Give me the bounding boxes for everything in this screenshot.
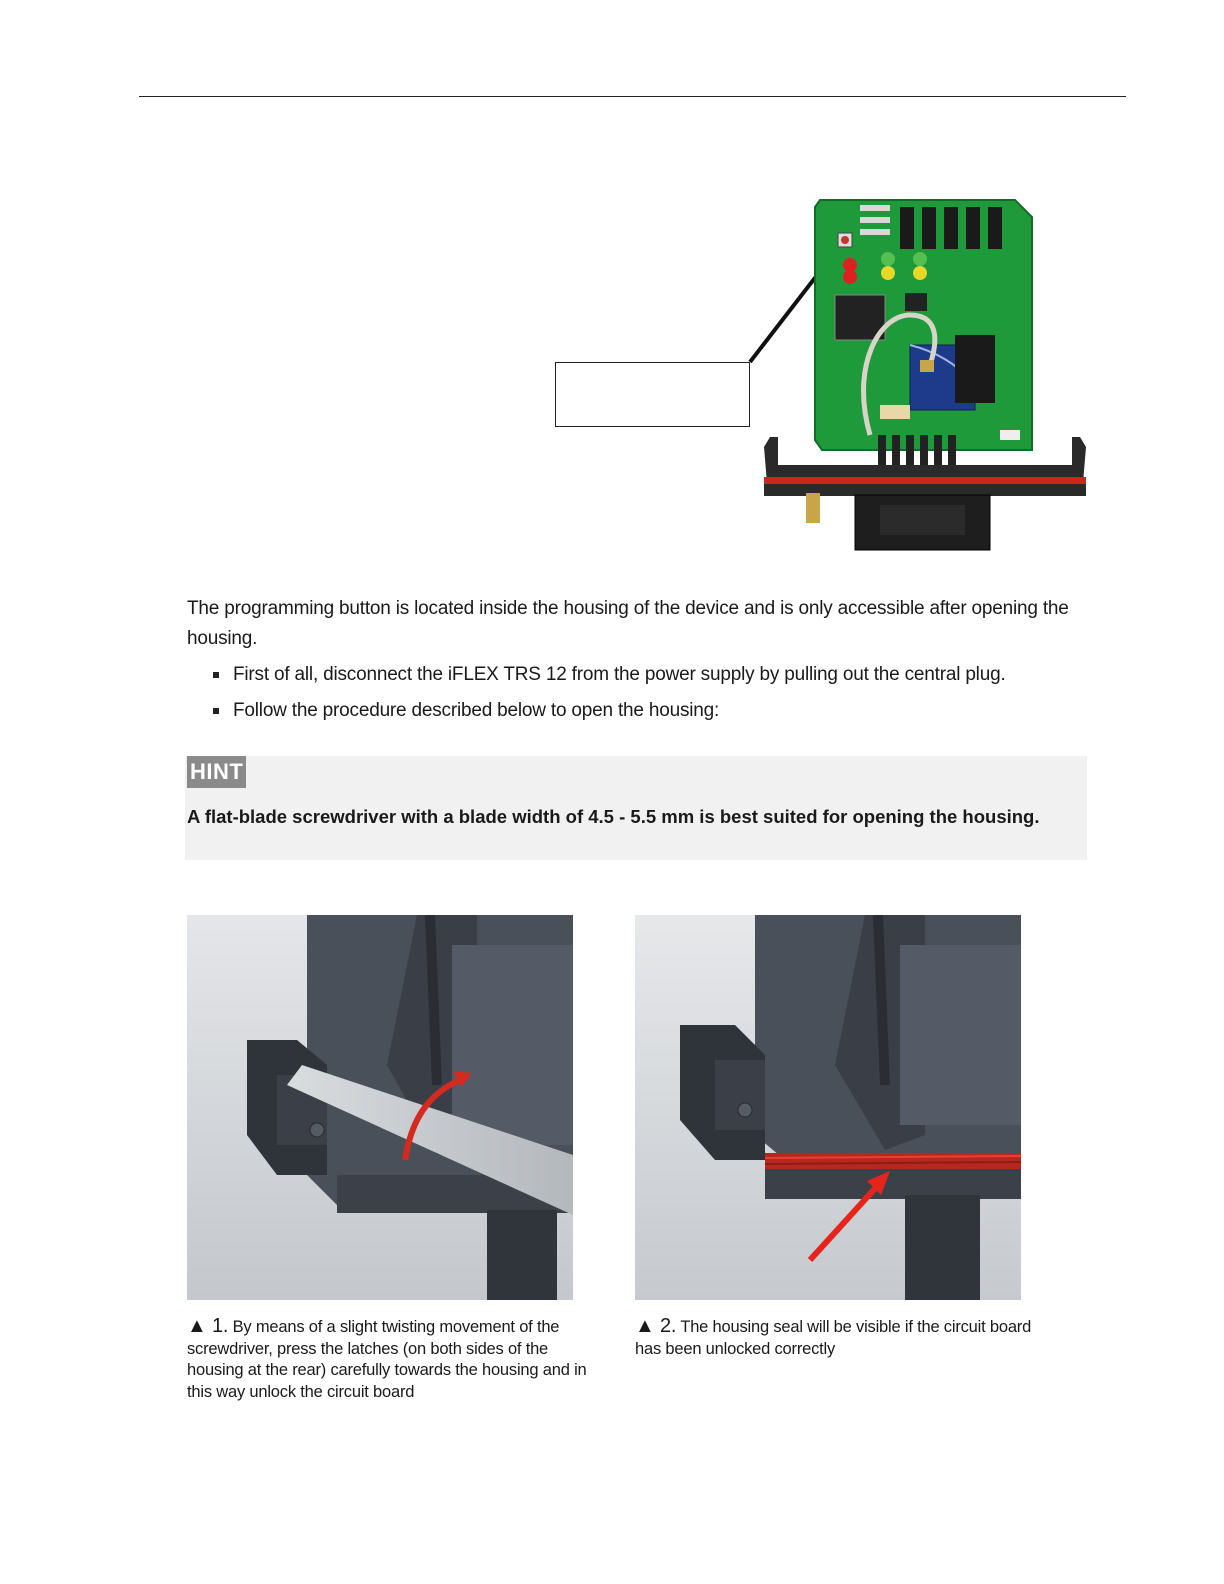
hint-panel — [185, 756, 1087, 860]
list-item: First of all, disconnect the iFLEX TRS 12 from the power supply by pulling out the central plug. — [213, 660, 1093, 690]
step-1-marker: ▲ 1. — [187, 1315, 229, 1337]
instruction-list — [213, 660, 1093, 732]
step-2-marker: ▲ 2. — [635, 1315, 677, 1337]
step-2-photo — [635, 915, 1021, 1300]
circuit-board-image — [760, 195, 1090, 555]
step-2-caption — [635, 1316, 1035, 1360]
step-1-text: By means of a slight twisting movement of the screwdriver, press the latches (on both sides of the housing at the rear) carefully towards the housing and in this way unlock the circuit board — [187, 1318, 587, 1401]
intro-paragraph: The programming button is located inside the housing of the device and is only accessible after opening the housing. — [187, 598, 1069, 649]
step-2-text: The housing seal will be visible if the circuit board has been unlocked correctly — [635, 1318, 1032, 1358]
list-item: Follow the procedure described below to open the housing: — [213, 696, 1093, 726]
header-rule — [139, 96, 1126, 97]
hint-text: A flat-blade screwdriver with a blade width of 4.5 - 5.5 mm is best suited for opening the housing. — [187, 806, 1040, 827]
hint-label: HINT — [187, 756, 246, 788]
step-1-photo — [187, 915, 573, 1300]
callout-label-box — [555, 362, 750, 427]
step-1-caption — [187, 1316, 607, 1403]
